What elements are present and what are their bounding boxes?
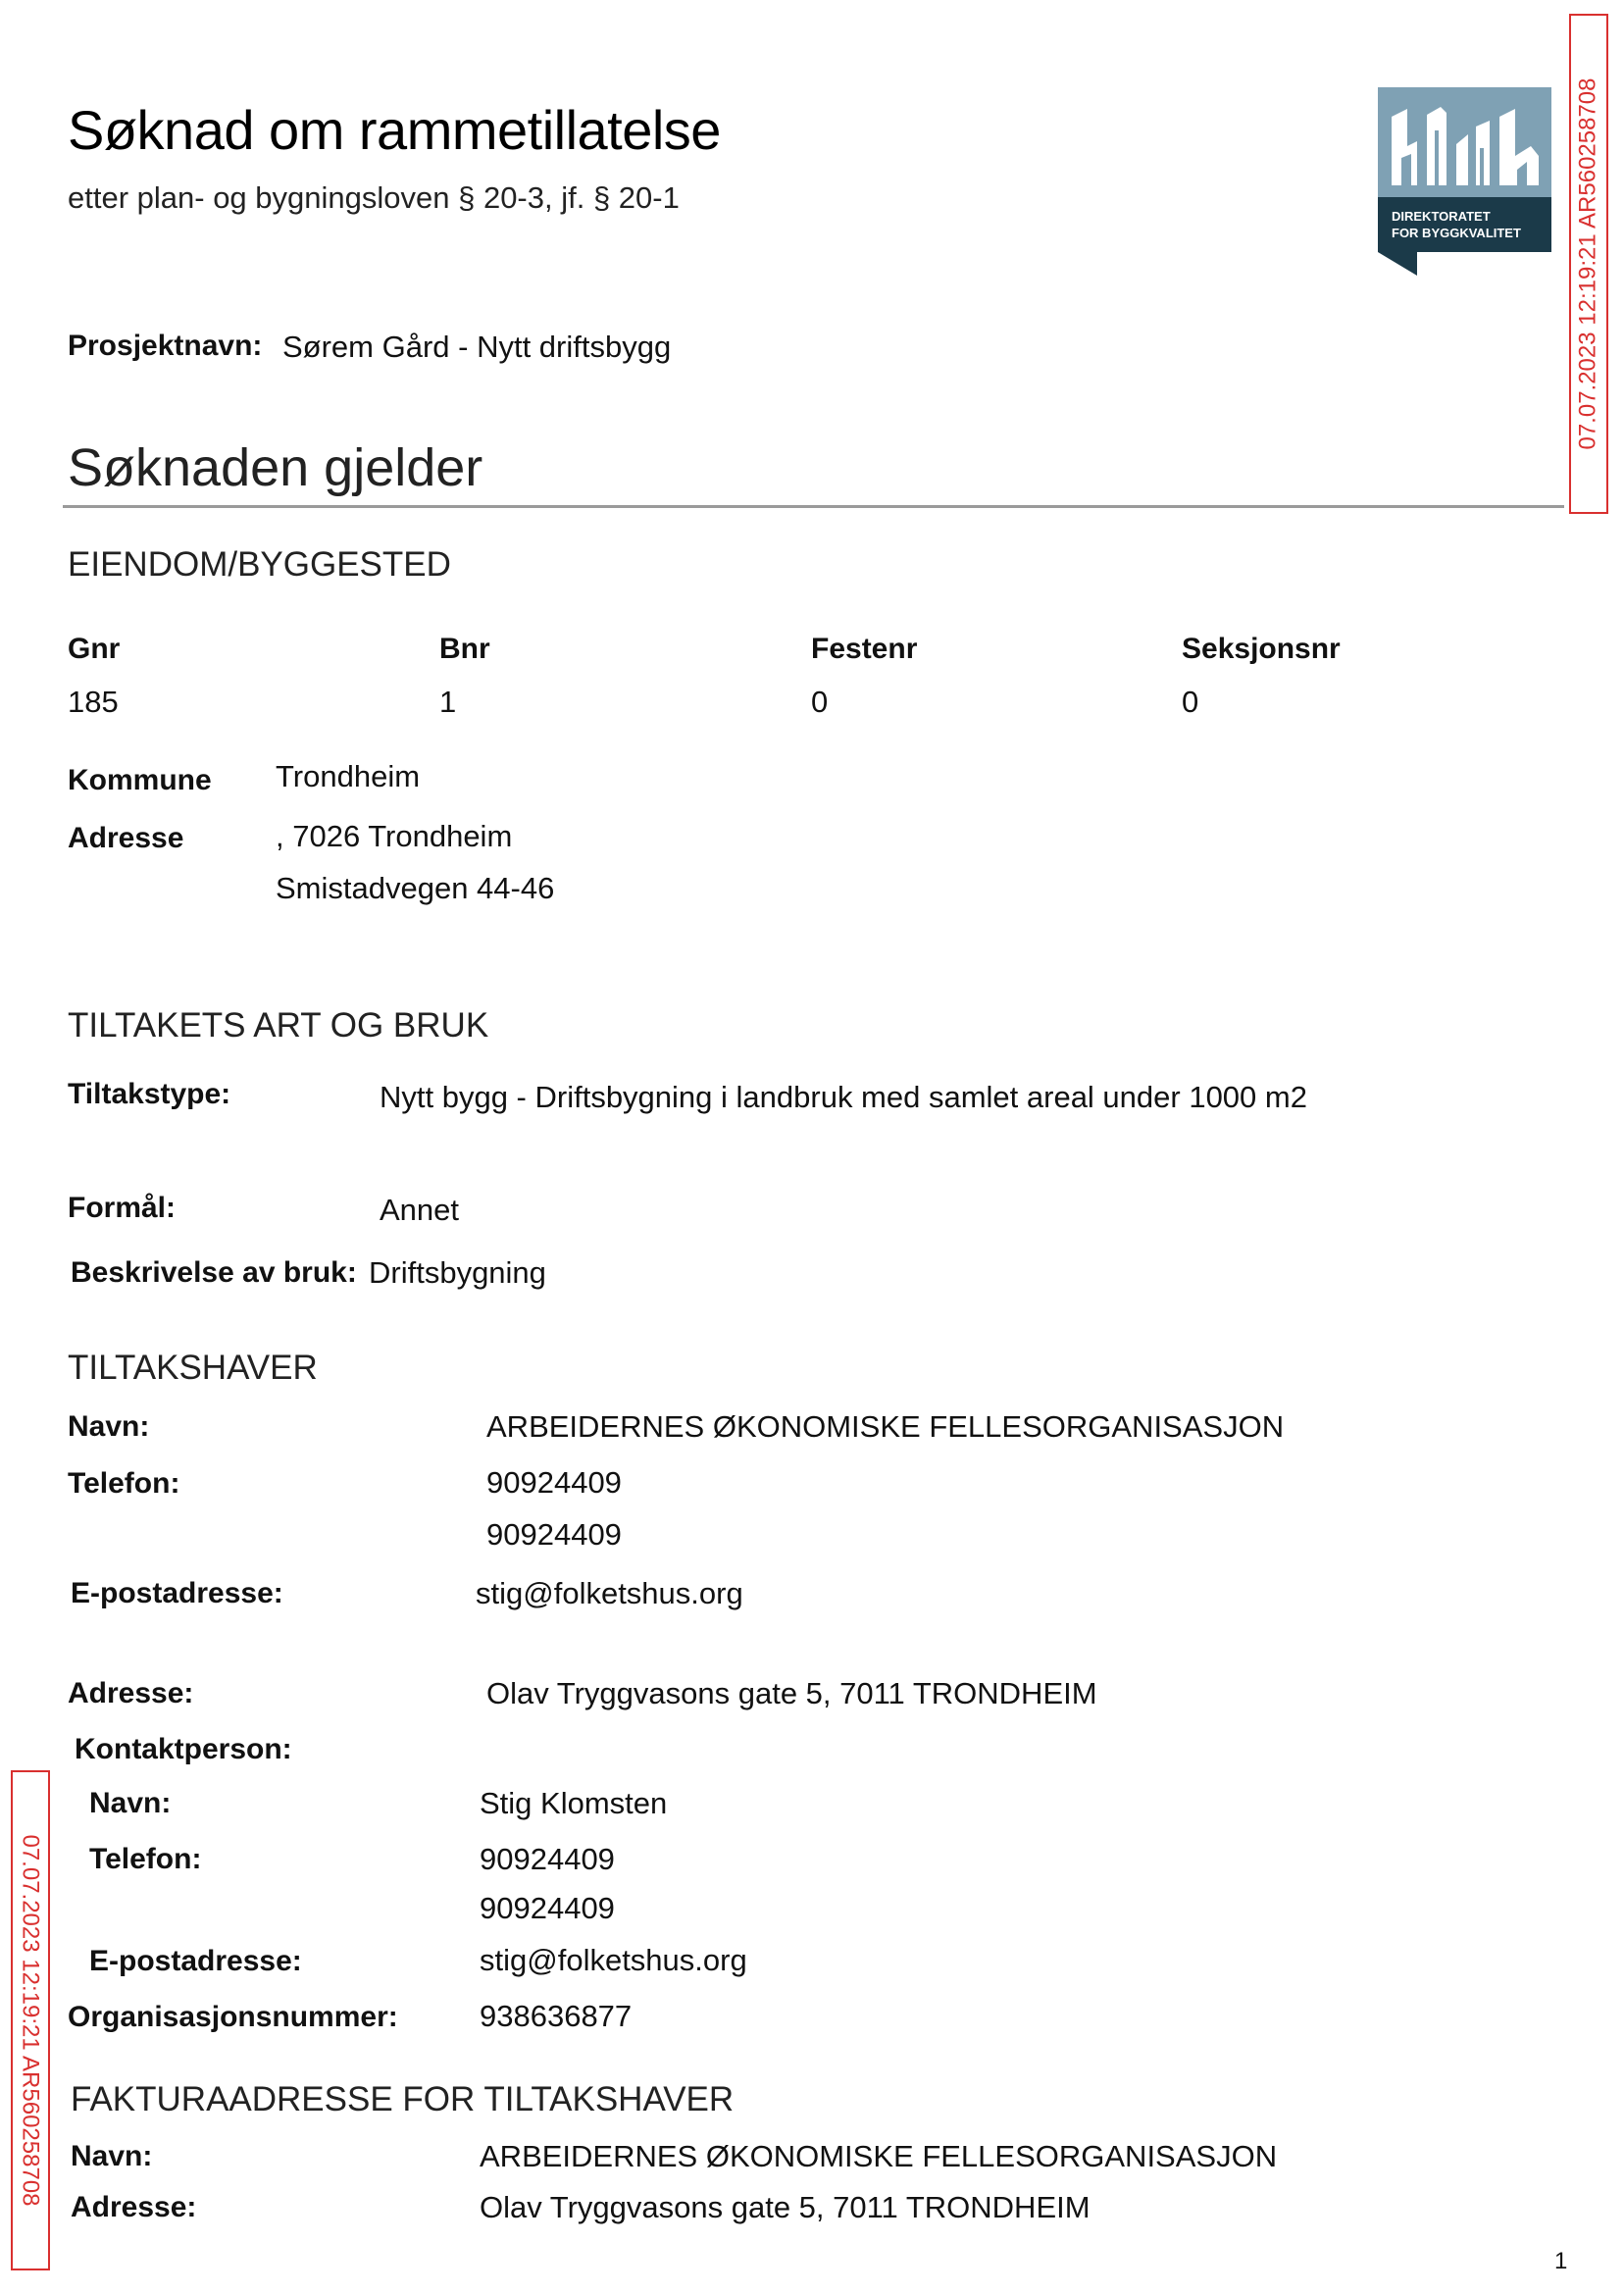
applicant-name-label: Navn: [68,1410,150,1443]
contact-phone1: 90924409 [480,1842,615,1876]
column-header-bnr: Bnr [439,633,490,665]
section-heading-invoice: FAKTURAADRESSE FOR TILTAKSHAVER [71,2080,735,2118]
page-number: 1 [1554,2248,1568,2274]
value-seksjonsnr: 0 [1182,685,1199,719]
applicant-email-label: E-postadresse: [71,1577,283,1609]
main-heading: Søknaden gjelder [68,438,483,497]
measure-type-label: Tiltakstype: [68,1078,231,1110]
invoice-address: Olav Tryggvasons gate 5, 7011 TRONDHEIM [480,2190,1091,2224]
column-header-seksjonsnr: Seksjonsnr [1182,633,1341,665]
document-subtitle: etter plan- og bygningsloven § 20-3, jf. § 20-1 [68,180,680,215]
purpose-value: Annet [380,1193,460,1227]
org-number-label: Organisasjonsnummer: [68,2001,398,2033]
measure-type-value: Nytt bygg - Driftsbygning i landbruk med samlet areal under 1000 m2 [380,1080,1307,1114]
invoice-address-label: Adresse: [71,2191,197,2223]
project-value: Sørem Gård - Nytt driftsbygg [282,330,672,364]
contact-name: Stig Klomsten [480,1786,668,1820]
use-description-label: Beskrivelse av bruk: [71,1256,357,1289]
contact-name-label: Navn: [89,1787,172,1819]
column-header-gnr: Gnr [68,633,121,665]
address-line2: Smistadvegen 44-46 [276,871,555,905]
use-description-value: Driftsbygning [369,1255,546,1290]
address-line1: , 7026 Trondheim [276,819,513,853]
contact-email: stig@folketshus.org [480,1943,747,1977]
section-heading-applicant: TILTAKSHAVER [68,1349,318,1387]
heading-divider [63,505,1564,508]
address-label: Adresse [68,822,184,854]
org-number: 938636877 [480,1999,633,2033]
value-bnr: 1 [439,685,457,719]
applicant-phone1: 90924409 [486,1465,622,1500]
stamp-text: 07.07.2023 12:19:21 AR560258708 [1575,77,1601,450]
project-label: Prosjektnavn: [68,330,263,362]
applicant-name: ARBEIDERNES ØKONOMISKE FELLESORGANISASJON [486,1409,1285,1444]
invoice-name-label: Navn: [71,2140,153,2172]
logo-text-line1: DIREKTORATET [1392,209,1491,224]
contact-email-label: E-postadresse: [89,1945,302,1977]
timestamp-stamp-right [1569,14,1608,514]
document-title: Søknad om rammetillatelse [68,99,721,161]
kommune-value: Trondheim [276,759,421,793]
contact-phone-label: Telefon: [89,1843,202,1875]
column-header-festenr: Festenr [811,633,918,665]
stamp-text: 07.07.2023 12:19:21 AR560258708 [18,1834,44,2207]
invoice-name: ARBEIDERNES ØKONOMISKE FELLESORGANISASJON [480,2139,1278,2173]
kommune-label: Kommune [68,764,212,796]
purpose-label: Formål: [68,1192,177,1224]
applicant-address: Olav Tryggvasons gate 5, 7011 TRONDHEIM [486,1676,1097,1710]
contact-person-label: Kontaktperson: [75,1733,292,1765]
section-heading-measure: TILTAKETS ART OG BRUK [68,1006,489,1045]
applicant-address-label: Adresse: [68,1677,194,1709]
applicant-phone-label: Telefon: [68,1467,180,1500]
value-gnr: 185 [68,685,119,719]
logo-text-line2: FOR BYGGKVALITET [1392,226,1521,240]
timestamp-stamp-left [11,1770,50,2270]
value-festenr: 0 [811,685,829,719]
applicant-phone2: 90924409 [486,1517,622,1552]
section-heading-property: EIENDOM/BYGGESTED [68,545,451,584]
contact-phone2: 90924409 [480,1891,615,1925]
applicant-email: stig@folketshus.org [476,1576,743,1610]
dibk-logo [1378,87,1551,276]
